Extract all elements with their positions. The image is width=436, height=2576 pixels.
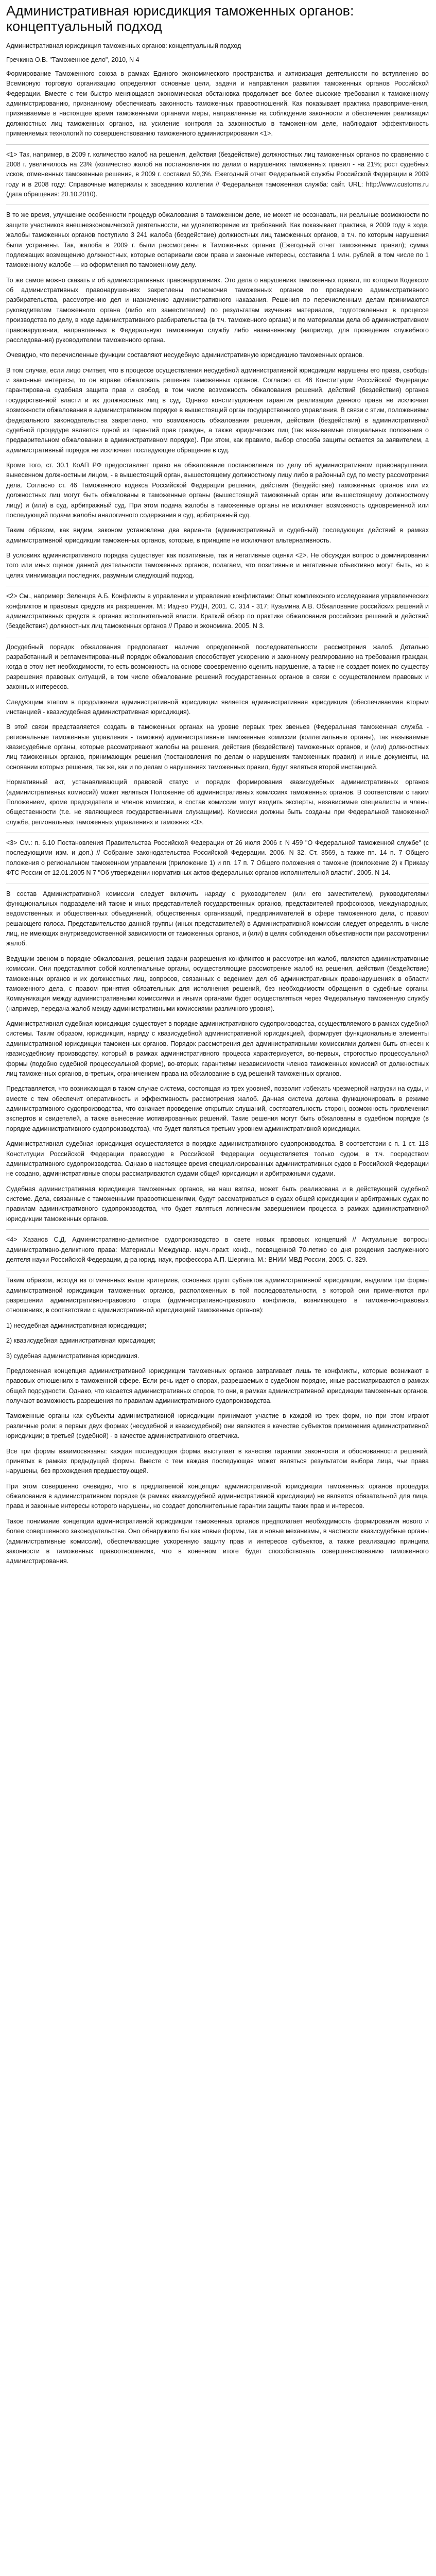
- paragraph: В этой связи представляется создать в таможенных органах на уровне первых трех звеньев (Федеральная таможенная служба - региональные таможенные управления - таможня) административные таможенные комиссии (коллегиальные органы), так называемые квазисудебные органы, которые рассматривают жалобы на решения, действия (бездействие) таможенных органов, и (или) должностных лиц таможенных органов, принимающих решения (постановления по делам о нарушениях таможенных правил) и иные документы, на основании которых решения, так же, как и по делам о нарушениях таможенных правил, будут являться второй инстанцией.: [6, 723, 429, 771]
- paragraph: Представляется, что возникающая в таком случае система, состоящая из трех уровней, позволит избежать чрезмерной нагрузки на суды, и вместе с тем обеспечит оперативность и эффективность рассмотрения жалоб. Данная система должна функционировать в режиме административного судопроизводства, что означает проведение открытых слушаний, состязательность сторон, возможность привлечения экспертов и свидетелей, а также вынесение мотивированных решений. Такие решения могут быть обжалованы в судебном порядке (в порядке административного судопроизводства), что будет являться третьим уровнем административной юрисдикции.: [6, 1085, 429, 1132]
- paragraph: Следующим этапом в продолжении административной юрисдикции является административная юрисдикция (обеспечиваемая вторым инстанцией - квазисудебная административная юрисдикция).: [6, 698, 429, 716]
- footnote-separator: [6, 144, 429, 145]
- paragraph: В состав Административной комиссии следует включить наряду с руководителем (или его заместителем), руководителями функциональных подразделений также и иных представителей государственных органов, представителей профсоюзов, международных, ведомственных и общественных объединений, общественных организаций, предпринимателей в сфере таможенного дела, с правом решающего голоса. Представительство данной группы (иных представителей) в Административной комиссии следует определять в числе лиц, не имеющих внутриведомственной зависимости от таможенных органов, и (или) в целях соблюдения объективности при рассмотрении жалоб.: [6, 890, 429, 947]
- paragraph: Досудебный порядок обжалования предполагает наличие определенной последовательности рассмотрения жалоб. Детально разработанный и регламентированный порядок обжалования способствует ускорению и законному реагированию на требования граждан, когда в этом нет необходимости, то есть возможность на основе своевременно оценить нарушение, а также не создает помех по существу разрешения правовых ситуаций, в том числе обжалование решений государственных органов в связи с осуществлением правовых и законных интересов.: [6, 643, 429, 691]
- paragraph: 2) квазисудебная административная юрисдикция;: [6, 1337, 155, 1345]
- paragraph: В условиях административного порядка существует как позитивные, так и негативные оценки <2>. Не обсуждая вопрос о доминировании того или иных оценок данной деятельности таможенных органов, полагаем, что позитивные и негативные обьективно могут быть, но в целях минимизации последних, разумным следующий подход.: [6, 552, 429, 579]
- paragraph: Формирование Таможенного союза в рамках Единого экономического пространства и активизация деятельности по вступлению во Всемирную торговую организацию определяют основные цели, задачи и направления развития таможенных органов Российской Федерации. Вместе с тем быстро меняющаяся экономическая обстановка продолжает все более высокие требования к таможенному администрированию, признанному обеспечивать законность таможенных правоотношений. Как показывает практика правоприменения, признаваемые в настоящее время таможенными органами меры, направленные на соблюдение законности и обеспечения реализации должностных лиц таможенных органов, на усиление контроля за законностью в таможенном деле, наблюдают эффективность применяемых технологий по совершенствованию таможенного администрирования <1>.: [6, 70, 429, 138]
- paragraph: 1) несудебная административная юрисдикция;: [6, 1321, 147, 1329]
- paragraph: Предложенная концепция административной юрисдикции таможенных органов затрагивает лишь те конфликты, которые возникают в правовых отношениях в таможенной сфере. Если речь идет о спорах, разрешаемых в судебном порядке, иные рассматриваются в рамках общей подсудности. Однако, что касается административных споров, то они, в рамках административной юрисдикции таможенных органов, получают возможность разрешения по правилам административного судопроизводства.: [6, 1367, 429, 1405]
- paragraph: Судебная административная юрисдикция таможенных органов, на наш взгляд, может быть реализована и в действующей судебной системе. Дела, связанные с таможенными правоотношениями, будут рассматриваться в судах общей юрисдикции и арбитражных судах по правилам административного судопроизводства, что будет являться логическим завершением процесса в рамках административной юрисдикции таможенных органов.: [6, 1185, 429, 1223]
- paragraph: Таким образом, исходя из отмеченных выше критериев, основных групп субъектов административной юрисдикции, выделим три формы административной юрисдикции таможенных органов, расположенных в той последовательности, в которой они применяются при разрешении административно-правового спора (административно-правового конфликта, возникающего в таможенно-правовых отношениях, в соответствии с административной юрисдикцией таможенных органов):: [6, 1277, 429, 1314]
- page-title: Административная юрисдикция таможенных органов: концептуальный подход: [6, 3, 354, 35]
- paragraph: Ведущим звеном в порядке обжалования, решения задачи разрешения конфликтов и рассмотрения жалоб, являются административные комиссии. Они представляют собой коллегиальные органы, осуществляющие рассмотрение жалоб на решения, действия (бездействие) таможенных органов и их должностных лиц, вопросов, связанных с ведением дел об административных правонарушениях в области таможенного дела, с правом принятия обязательных для исполнения решений, без необходимости обращения в судебные органы. Коммуникация между административными комиссиями и иными органами будет осуществляться через Федеральную таможенную службу (например, передача жалоб между административными комиссиями различного уровня).: [6, 955, 429, 1012]
- paragraph: Административная судебная юрисдикция существует в порядке административного судопроизводства, осуществляемого в рамках судебной системы. Таким образом, юрисдикция, наряду с квазисудебной административной юрисдикцией, формирует функциональные элементы административной юрисдикции таможенных органов. Порядок рассмотрения дел административными комиссиями должен быть отнесен к квазисудебному производству, который в рамках административного процесса характеризуется, во-первых, строгостью процессуальной формы (подобно судебной процессуальной форме), во-вторых, гарантиями независимости членов таможенных комиссий от должностных лиц таможенных органов, в-третьих, ограничением права на обжалование в суд решений таможенных органов.: [6, 1020, 429, 1077]
- paragraph: Нормативный акт, устанавливающий правовой статус и порядок формирования квазисудебных административных органов (административных комиссий) может являться Положение об административных комиссиях таможенных органов. В соответствии с таким Положением, кроме председателя и членов комиссии, в состав комиссии могут входить эксперты, независимые специалисты и члены общественности (т.е. не являющиеся государственными служащими). Комиссии должны быть созданы при Федеральной таможенной службе, региональных таможенных управлениях и таможнях <3>.: [6, 778, 429, 826]
- paragraph: При этом совершенно очевидно, что в предлагаемой концепции административной юрисдикции таможенных органов процедура обжалования в административном порядке (в рамках квазисудебной административной юрисдикции) не является обязательной для лица, права и законные интересы которого нарушены, но создает дополнительные гарантии защиты таких прав и интересов.: [6, 1482, 429, 1510]
- document-meta: [6, 41, 429, 65]
- meta-line: Административная юрисдикция таможенных органов: концептуальный подход: [6, 42, 241, 50]
- paragraph: Кроме того, ст. 30.1 КоАП РФ предоставляет право на обжалование постановления по делу об административном правонарушении, вынесенном должностным лицом, - в вышестоящий орган, вышестоящему должностному лицу либо в районный суд по месту рассмотрения дела. Согласно ст. 46 Таможенного кодекса Российской Федерации решения, действия (бездействие) таможенных органов или их должностных лиц могут быть обжалованы в таможенные органы (вышестоящий таможенный орган или вышестоящему должностному лицу) и (или) в суд, арбитражный суд. При этом подача жалобы в таможенные органы не исключает возможность одновременной или последующей подачи жалобы аналогичного содержания в суд, арбитражный суд.: [6, 462, 429, 519]
- paragraph: Такое понимание концепции административной юрисдикции таможенных органов предполагает необходимость формирования нового и более совершенного законодательства. Оно обнаружило бы как новые формы, так и новые механизмы, в частности квазисудебные органы (административные комиссии), обеспечивающие ускоренную защиту прав и интересов субъектов, а также реализацию принципа законности в таможенных правоотношениях, что в конечном итоге будет способствовать совершенствованию таможенного администрирования.: [6, 1517, 429, 1565]
- footnote: <2> См., например: Зеленцов А.Б. Конфликты в управлении и управление конфликтами: Опыт комплексного исследования управленческих конфликтов и правовых средств их разрешения. М.: Изд-во РУДН, 2001. С. 314 - 317; Кузьмина А.В. Обжалование российских решений и административных средств в органах исполнительной власти. Краткий обзор по практике обжалования российских решений и действий (бездействия) должностных лиц таможенных органов // Право и экономика. 2005. N 3.: [6, 592, 429, 630]
- document-body: [6, 69, 429, 1567]
- paragraph: То же самое можно сказать и об административных правонарушениях. Это дела о нарушениях таможенных правил, по которым Кодексом об административных правонарушениях закреплены полномочия таможенных органов по проведению административного разбирательства, рассмотрению дел и назначению административного наказания. Решения по перечисленным делам принимаются руководителем таможенного органа (либо его заместителем) по результатам изучения материалов, подготовленных в процессе производства по делу, в ходе административного разбирательства (в т.ч. таможенного органа) и по материалам дела об административном правонарушении, направленных в Федеральную таможенную службу либо назначенному (например, для проведения служебного расследования) руководителем таможенного органа.: [6, 276, 429, 344]
- paragraph: В то же время, улучшение особенности процедур обжалования в таможенном деле, не может не осознавать, ни реальные возможности по защите участников внешнеэкономической деятельности, ни удовлетворение их требований. Как показывает практика, в 2009 году в ходе, жалобы таможенных органов поступило 3 241 жалоба (бездействие) должностных лиц таможенных органов, в т.ч. по которым нарушения были устранены. Так, жалоба в 2009 г. были рассмотрены в Таможенных органах (Ежегодный отчет таможенных правил); сумма подлежащих возмещению должностных, которые оспаривали свои права и законные интересы, составила 1 млн. рублей, в том числе по 1 таможенному жалобе — из оформления по таможенному делу.: [6, 211, 429, 269]
- footnote: <4> Хазанов С.Д. Административно-деликтное судопроизводство в свете новых правовых концепций // Актуальные вопросы административно-деликтного права: Материалы Междунар. науч.-практ. конф., посвященной 70-летию со дня рождения заслуженного деятеля науки Российской Федерации, д-ра юрид. наук, профессора А.П. Шергина. М.: ВНИИ МВД России, 2005. С. 329.: [6, 1236, 429, 1263]
- footnote-separator: [6, 1229, 429, 1230]
- paragraph: В том случае, если лицо считает, что в процессе осуществления несудебной административной юрисдикции нарушены его права, свободы и законные интересы, то он вправе обжаловать решения таможенных органов. Согласно ст. 46 Конституции Российской Федерации гарантирована судебная защита прав и свобод, в том числе возможность обжалования решений, действий (бездействия) органов государственной власти и их должностных лиц в суд. Однако конституционная гарантия реализации данного права не исключает возможности обжалования в административном порядке в вышестоящий орган государственного управления. В связи с этим, положениями федерального законодательства закреплено, что возможность обжалования решения, действия (бездействия) в административной судебной процедуре является одной из гарантий прав граждан, а также юридических лиц (так называемые специальных положения о предварительном обжаловании в административном порядке). При этом, как правило, выбор способа защиты остается за заявителем, а административный порядок не исключает последующее обращение в суд.: [6, 366, 429, 454]
- paragraph: Таможенные органы как субъекты административной юрисдикции принимают участие в каждой из трех форм, но при этом играют различные роли: в первых двух формах (несудебной и квазисудебной) они являются в качестве субъектов применения административной юрисдикции; в третьей (судебной) - в качестве административного ответчика.: [6, 1412, 429, 1440]
- paragraph: Очевидно, что перечисленные функции составляют несудебную административную юрисдикцию таможенных органов.: [6, 351, 364, 359]
- meta-line: Гречкина О.В. "Таможенное дело", 2010, N 4: [6, 56, 139, 64]
- paragraph: Административная судебная юрисдикция осуществляется в порядке административного судопроизводства. В соответствии с п. 1 ст. 118 Конституции Российской Федерации правосудие в Российской Федерации осуществляется только судом, в т.ч. посредством административного судопроизводства. Однако в настоящее время специализированных административных судов в Российской Федерации не создано, административные споры рассматриваются судами общей юрисдикции и арбитражными судами.: [6, 1140, 429, 1178]
- footnote: <1> Так, например, в 2009 г. количество жалоб на решения, действия (бездействие) должностных лиц таможенных органов по сравнению с 2008 г. увеличилось на 23% (количество жалоб на постановления по делам о нарушениях таможенных правил - на 21%; рост судебных исков, отмененных таможенные решения, в 2009 г. составил 50,3%. Ежегодный отчет Федеральной службы Российской Федерации в 2009 году и в 2008 году: Справочные материалы к заседанию коллегии // Федеральная таможенная служба: сайт. URL: http://www.customs.ru (дата обращения: 20.10.2010).: [6, 150, 429, 198]
- paragraph: Таким образом, как видим, законом установлена два варианта (административный и судебный) последующих действий в рамках административной юрисдикции таможенных органов, которые, в принципе не исключают альтернативность.: [6, 527, 429, 544]
- paragraph: Все три формы взаимосвязаны: каждая последующая форма выступает в качестве гарантии законности и обоснованности решений, принятых в рамках предыдущей формы. Вместе с тем каждая последующая может являться результатом выбора лица, чьи права нарушены, без прохождения предшествующей.: [6, 1447, 429, 1475]
- paragraph: 3) судебная административная юрисдикция.: [6, 1352, 139, 1360]
- footnote: <3> См.: п. 6.10 Постановления Правительства Российской Федерации от 26 июля 2006 г. N 459 "О Федеральной таможенной службе" (с последующими изм. и доп.) // Собрание законодательства Российской Федерации. 2006. N 32. Ст. 3569, а также пп. 14 п. 7 Общего положения о региональном таможенном управлении (приложение 1) и пп. 17 п. 7 Общего положения о таможне (приложение 2) к Приказу ФТС России от 12.01.2005 N 7 "Об утверждении нормативных актов федеральных органов исполнительной власти". 2005. N 14.: [6, 839, 429, 877]
